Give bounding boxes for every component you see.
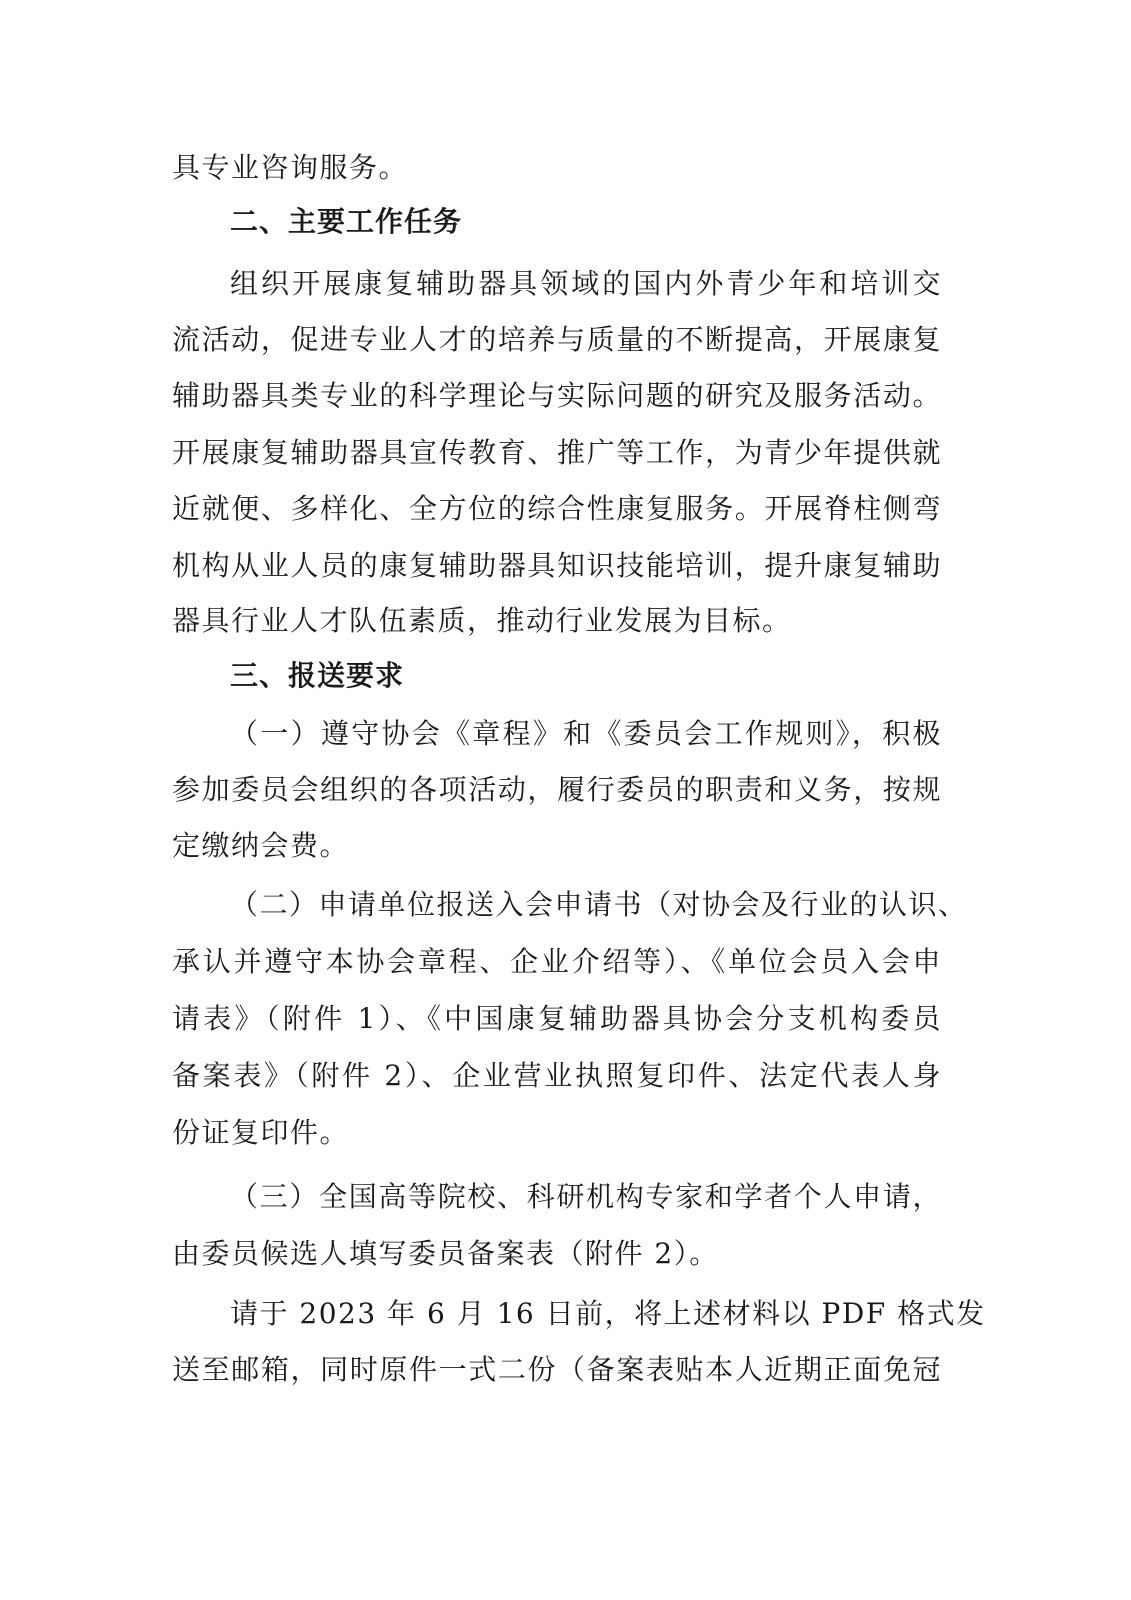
section-heading-requirements: 三、报送要求 <box>230 659 405 692</box>
paragraph-line: 器具行业人才队伍素质，推动行业发展为目标。 <box>172 604 792 637</box>
paragraph-line: 请于 2023 年 6 月 16 日前，将上述材料以 PDF 格式发 <box>230 1297 986 1330</box>
paragraph-line: 具专业咨询服务。 <box>172 151 409 184</box>
paragraph-line: （三）全国高等院校、科研机构专家和学者个人申请， <box>230 1180 942 1213</box>
paragraph-line: 送至邮箱，同时原件一式二份（备案表贴本人近期正面免冠 <box>172 1353 942 1386</box>
paragraph-line: 开展康复辅助器具宣传教育、推广等工作，为青少年提供就 <box>172 436 942 469</box>
paragraph-line: 近就便、多样化、全方位的综合性康复服务。开展脊柱侧弯 <box>172 492 942 525</box>
paragraph-line: 辅助器具类专业的科学理论与实际问题的研究及服务活动。 <box>172 379 942 412</box>
paragraph-line: 备案表》（附件 2）、企业营业执照复印件、法定代表人身 <box>172 1059 942 1092</box>
paragraph-line: 流活动，促进专业人才的培养与质量的不断提高，开展康复 <box>172 323 942 356</box>
paragraph-line: 组织开展康复辅助器具领域的国内外青少年和培训交 <box>230 267 942 300</box>
paragraph-line: 由委员候选人填写委员备案表（附件 2）。 <box>172 1237 719 1270</box>
paragraph-line: 机构从业人员的康复辅助器具知识技能培训，提升康复辅助 <box>172 549 942 582</box>
paragraph-line: 承认并遵守本协会章程、企业介绍等）、《单位会员入会申 <box>172 945 942 978</box>
paragraph-line: （一）遵守协会《章程》和《委员会工作规则》，积极 <box>230 717 942 750</box>
paragraph-line: 参加委员会组织的各项活动，履行委员的职责和义务，按规 <box>172 773 942 806</box>
paragraph-line: 份证复印件。 <box>172 1116 350 1149</box>
paragraph-line: （二）申请单位报送入会申请书（对协会及行业的认识、 <box>230 888 968 921</box>
section-heading-main-tasks: 二、主要工作任务 <box>230 205 463 238</box>
paragraph-line: 请表》（附件 1）、《中国康复辅助器具协会分支机构委员 <box>172 1002 942 1035</box>
paragraph-line: 定缴纳会费。 <box>172 829 350 862</box>
